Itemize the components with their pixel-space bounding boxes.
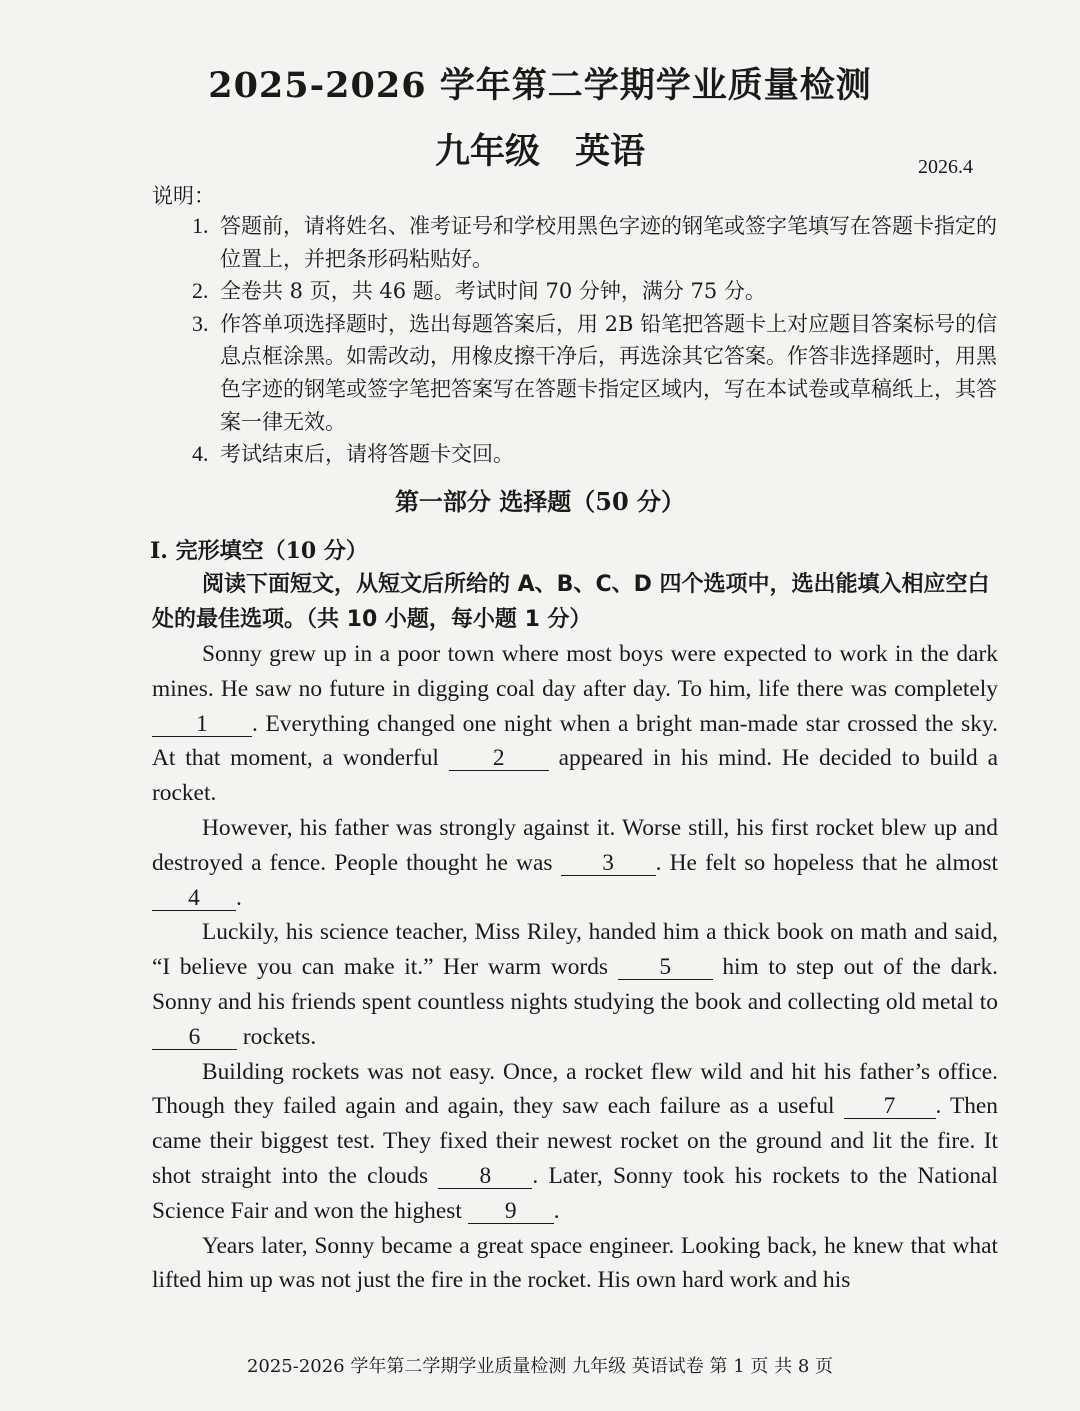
exam-title: 2025-2026 学年第二学期学业质量检测 <box>208 65 872 106</box>
passage-paragraph <box>152 811 998 915</box>
blank-1: 1 <box>152 712 252 737</box>
blank-2: 2 <box>449 746 549 771</box>
passage-text: Luckily, his science teacher, Miss Riley, handed him a thick book on math and said, “I believe you can make it.” Her warm words <box>152 919 998 981</box>
passage-text: . Then came their biggest test. They fixed their newest rocket on the ground and lit the fire. It shot straight into the clouds <box>152 1093 998 1189</box>
note-number: 2. <box>192 278 209 304</box>
note-number: 4. <box>192 441 209 467</box>
note-number: 1. <box>192 213 209 238</box>
passage-paragraph <box>152 1229 998 1299</box>
passage-text: . Everything changed one night when a bright man-made star crossed the sky. At that moment, a wonderful <box>152 710 998 772</box>
blank-3: 3 <box>561 851 656 876</box>
note-item <box>192 308 1002 438</box>
note-item <box>192 275 1002 308</box>
notes-heading: 说明： <box>152 184 215 208</box>
passage-text: appeared in his mind. He decided to build a rocket. <box>152 745 998 807</box>
note-text: 答题前，请将姓名、准考证号和学校用黑色字迹的钢笔或签字笔填写在答题卡指定的位置上，并把条形码粘贴好。 <box>220 214 997 271</box>
cloze-passage <box>152 637 998 1298</box>
exam-subtitle: 九年级 英语 <box>434 131 645 172</box>
page-footer: 2025-2026 学年第二学期学业质量检测 九年级 英语试卷 第 1 页 共 8 页 <box>246 1356 834 1377</box>
exam-date: 2026.4 <box>918 156 973 178</box>
passage-text: Years later, Sonny became a great space engineer. Looking back, he knew that what lifted him up was not just the fire in the rocket. His own hard work and his <box>152 1232 998 1294</box>
passage-text: . <box>553 1197 560 1224</box>
section-instruction: 阅读下面短文，从短文后所给的 A、B、C、D 四个选项中，选出能填入相应空白处的最佳选项。（共 10 小题，每小题 1 分） <box>152 572 990 632</box>
passage-text: rockets. <box>237 1023 317 1050</box>
passage-paragraph <box>152 637 998 811</box>
note-item <box>192 210 1002 275</box>
blank-4: 4 <box>152 886 236 911</box>
note-text: 考试结束后，请将答题卡交回。 <box>220 442 514 467</box>
passage-text: Building rockets was not easy. Once, a rocket flew wild and hit his father’s office. Though they failed again and again, they saw each failure as a useful <box>152 1058 998 1120</box>
note-text: 全卷共 8 页，共 46 题。考试时间 70 分钟，满分 75 分。 <box>220 279 766 304</box>
passage-text: However, his father was strongly against it. Worse still, his first rocket blew up and destroyed a fence. People thought he was <box>152 814 998 876</box>
blank-8: 8 <box>438 1164 532 1189</box>
passage-paragraph <box>152 915 998 1054</box>
passage-text: . <box>236 884 242 911</box>
blank-9: 9 <box>468 1199 554 1224</box>
note-number: 3. <box>192 310 209 336</box>
note-text: 作答单项选择题时，选出每题答案后，用 2B 铅笔把答题卡上对应题目答案标号的信息点框涂黑。如需改动，用橡皮擦干净后，再选涂其它答案。作答非选择题时，用黑色字迹的钢笔或签字笔把答案写在答题卡指定区域内，写在本试卷或草稿纸上，其答案一律无效。 <box>220 311 998 434</box>
blank-5: 5 <box>618 955 713 980</box>
blank-6: 6 <box>152 1025 237 1050</box>
note-item <box>192 438 1002 471</box>
section-heading: I. 完形填空（10 分） <box>150 538 368 564</box>
passage-text: Sonny grew up in a poor town where most boys were expected to work in the dark mines. He saw no future in digging coal day after day. To him, life there was completely <box>152 641 998 702</box>
passage-text: . He felt so hopeless that he almost <box>655 849 998 876</box>
blank-7: 7 <box>844 1094 936 1119</box>
passage-paragraph <box>152 1055 998 1229</box>
part-heading: 第一部分 选择题（50 分） <box>394 487 686 516</box>
passage-text: him to step out of the dark. Sonny and his friends spent countless nights studying the book and collecting old metal to <box>152 954 998 1015</box>
passage-text: . Later, Sonny took his rockets to the National Science Fair and won the highest <box>152 1162 998 1224</box>
notes-list <box>192 210 1002 471</box>
